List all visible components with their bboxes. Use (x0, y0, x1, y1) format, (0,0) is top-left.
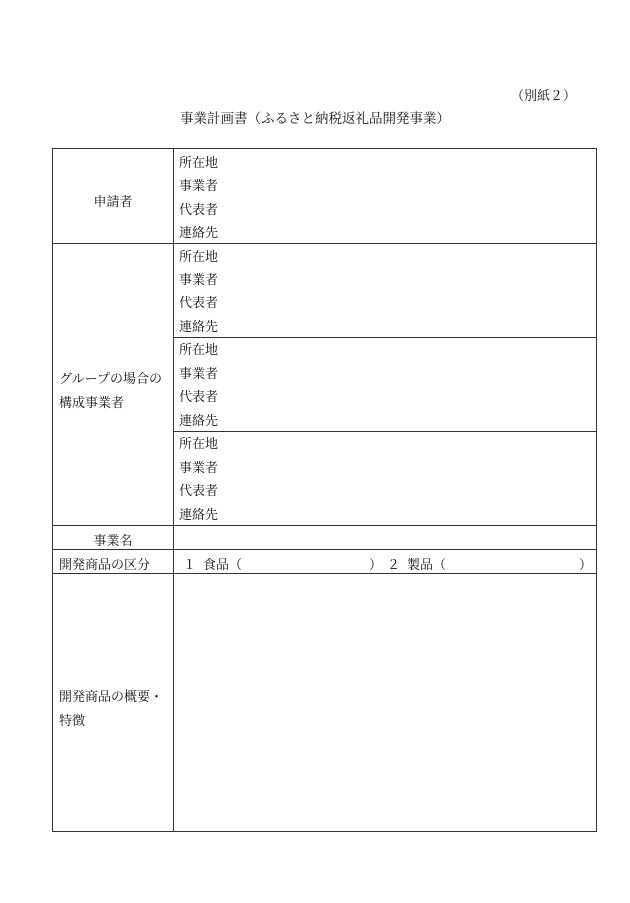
overview-label-line1: 開発商品の概要・ (59, 690, 164, 705)
overview-field[interactable] (174, 574, 596, 831)
row-divider (53, 549, 596, 550)
document-title: 事業計画書（ふるさと納税返礼品開発事業） (180, 111, 450, 127)
category-option1-number: １ (183, 558, 197, 573)
member-divider (173, 431, 596, 432)
member2-contact-label: 連絡先 (179, 414, 219, 429)
member1-address-label: 所在地 (179, 250, 219, 265)
member2-address-label: 所在地 (179, 343, 219, 358)
member1-contact-label: 連絡先 (179, 320, 219, 335)
applicant-label: 申請者 (93, 195, 133, 210)
member3-business-label: 事業者 (179, 461, 219, 476)
project-name-field[interactable] (174, 526, 596, 548)
category-option1-label[interactable]: 食品（ (203, 558, 243, 573)
applicant-contact-label: 連絡先 (179, 226, 219, 241)
group-label-line1: グループの場合の (59, 372, 162, 387)
member2-business-label: 事業者 (179, 367, 219, 382)
row-divider (53, 243, 596, 244)
applicant-address-label: 所在地 (179, 156, 219, 171)
category-option2-label[interactable]: 製品（ (407, 558, 447, 573)
project-name-label: 事業名 (93, 534, 133, 549)
category-option2-close: ） (579, 558, 593, 573)
member2-representative-label: 代表者 (179, 390, 219, 405)
applicant-business-label: 事業者 (179, 179, 219, 194)
group-label-line2: 構成事業者 (59, 396, 125, 411)
member1-business-label: 事業者 (179, 273, 219, 288)
category-label: 開発商品の区分 (59, 558, 151, 573)
member1-representative-label: 代表者 (179, 296, 219, 311)
business-plan-form (52, 148, 597, 832)
overview-label-line2: 特徴 (59, 714, 86, 729)
applicant-representative-label: 代表者 (179, 203, 219, 218)
attachment-number: （別紙２） (510, 89, 576, 104)
member3-address-label: 所在地 (179, 437, 219, 452)
member3-representative-label: 代表者 (179, 484, 219, 499)
category-option1-close: ） (369, 558, 383, 573)
member3-contact-label: 連絡先 (179, 508, 219, 523)
member-divider (173, 337, 596, 338)
category-option2-number: ２ (387, 558, 401, 573)
